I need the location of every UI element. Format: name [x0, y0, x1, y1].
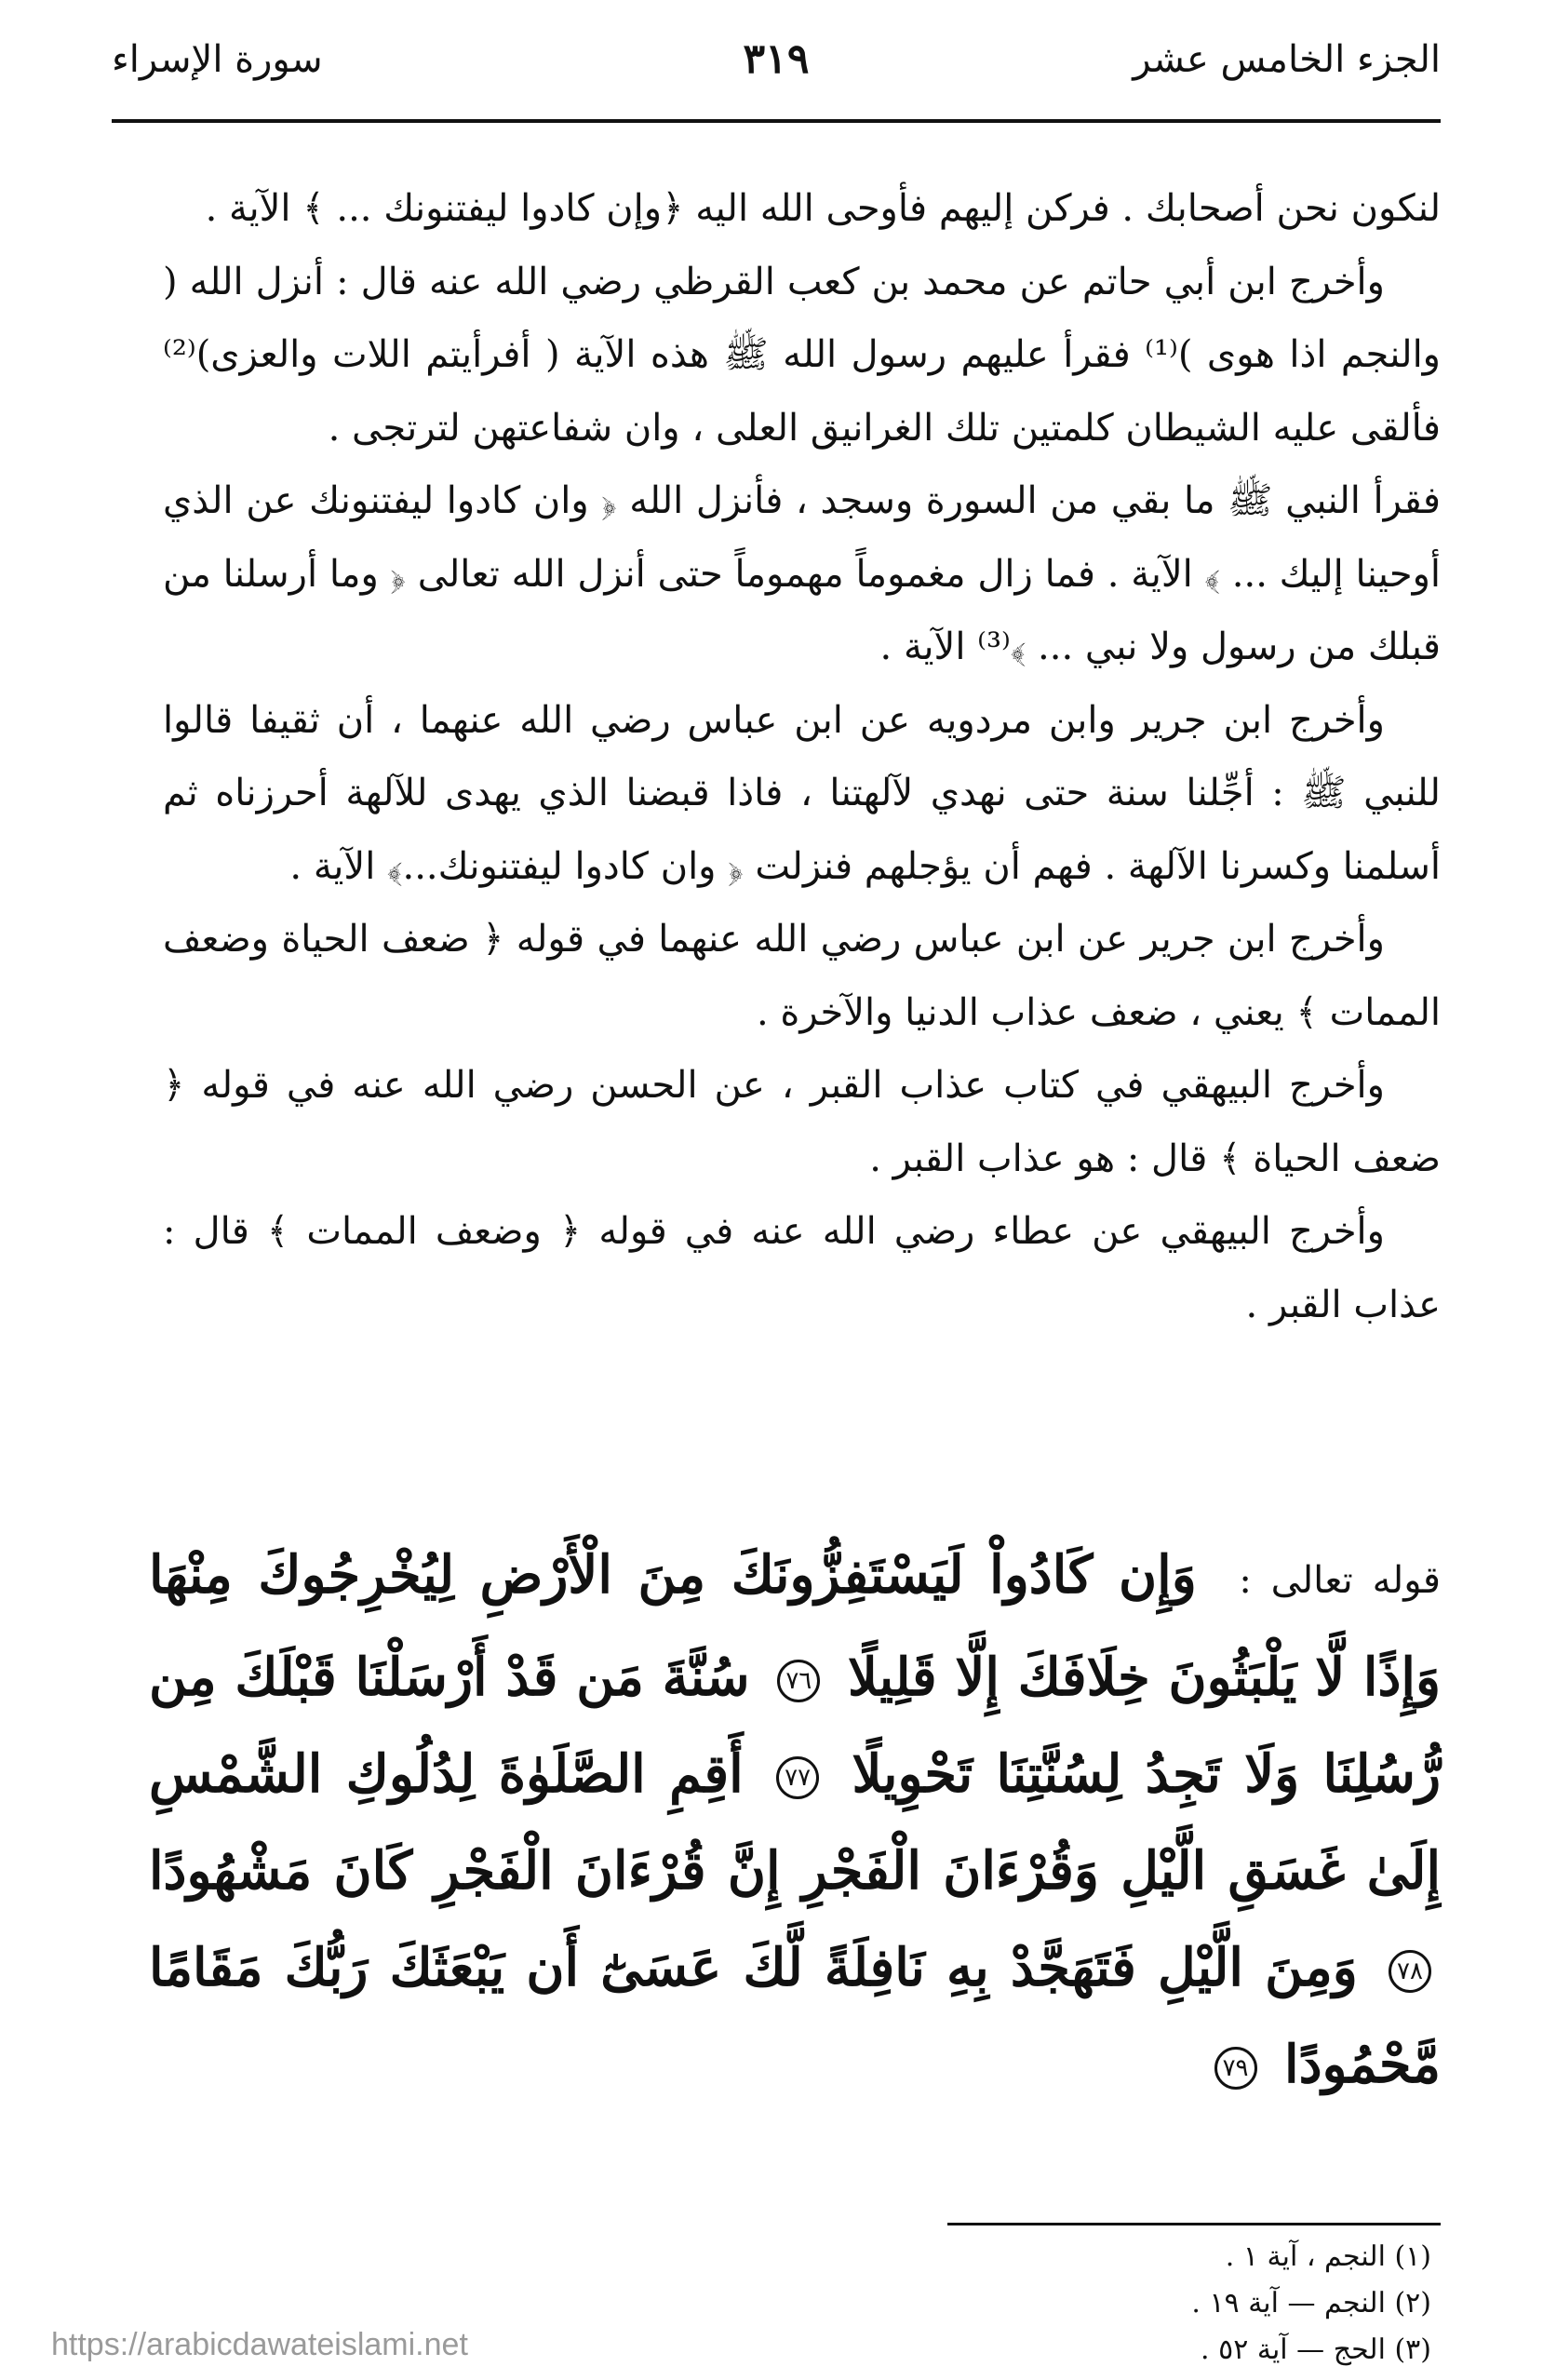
header-divider — [112, 119, 1441, 123]
paragraph: وأخرج ابن أبي حاتم عن محمد بن كعب القرظي رضي الله عنه قال : أنزل الله ( والنجم اذا هوى )⁽¹⁾ فقرأ عليهم رسول الله ﷺ هذه الآية ( أفرأيتم اللات والعزى)⁽²⁾ فألقى عليه الشيطان كلمتين تلك الغرانيق العلى ، وان شفاعتهن لترتجى . — [163, 260, 1441, 450]
footnote: (١) النجم ، آية ١ . — [1225, 2240, 1431, 2273]
paragraph: وأخرج ابن جرير عن ابن عباس رضي الله عنهما في قوله ﴿ ضعف الحياة وضعف الممات ﴾ يعني ، ضعف عذاب الدنيا والآخرة . — [163, 918, 1441, 1034]
paragraph: وأخرج البيهقي عن عطاء رضي الله عنه في قوله ﴿ وضعف الممات ﴾ قال : عذاب القبر . — [163, 1210, 1441, 1326]
ayah-number-mark: ٧٩ — [1214, 2047, 1257, 2090]
footnote: (٢) النجم — آية ١٩ . — [1191, 2287, 1431, 2319]
paragraph: فقرأ النبي ﷺ ما بقي من السورة وسجد ، فأنزل الله ﴿ وان كادوا ليفتنونك عن الذي أوحينا إليك ... ﴾ الآية . فما زال مغموماً مهموماً حتى أنزل الله تعالى ﴿ وما أرسلنا من قبلك من رسول ولا نبي ... ﴾⁽³⁾ الآية . — [163, 479, 1442, 668]
verse-text: وَإِن كَادُواْ لَيَسْتَفِزُّونَكَ مِنَ الْأَرْضِ لِيُخْرِجُوكَ مِنْهَا وَإِذًا لَّا يَلْبَثُونَ خِلَافَكَ إِلَّا قَلِيلًا — [149, 1544, 1441, 1708]
page-number: ٣١٩ — [743, 35, 810, 83]
verse-intro: قوله تعالى : — [1239, 1559, 1441, 1602]
footnote-divider — [947, 2223, 1441, 2225]
watermark-url: https://arabicdawateislami.net — [51, 2327, 468, 2362]
paragraph: لنكون نحن أصحابك . فركن إليهم فأوحى الله اليه ﴿وإن كادوا ليفتنونك ... ﴾ الآية . — [205, 187, 1441, 230]
page-header — [112, 28, 1441, 93]
paragraph: وأخرج ابن جرير وابن مردويه عن ابن عباس رضي الله عنهما ، أن ثقيفا قالوا للنبي ﷺ : أجِّلنا سنة حتى نهدي لآلهتنا ، فاذا قبضنا الذي يهدى للآلهة أحرزناه ثم أسلمنا وكسرنا الآلهة . فهم أن يؤجلهم فنزلت ﴿ وان كادوا ليفتنونك...﴾ الآية . — [163, 698, 1441, 888]
paragraph: وأخرج البيهقي في كتاب عذاب القبر ، عن الحسن رضي الله عنه في قوله ﴿ ضعف الحياة ﴾ قال : هو عذاب القبر . — [163, 1064, 1441, 1180]
juz-label: الجزء الخامس عشر — [1133, 38, 1441, 81]
ayah-number-mark: ٧٦ — [777, 1660, 820, 1702]
ayah-number-mark: ٧٧ — [776, 1756, 819, 1799]
ayah-number-mark: ٧٨ — [1389, 1950, 1431, 1993]
verse-text: أَقِمِ الصَّلَوٰةَ لِدُلُوكِ الشَّمْسِ إِلَىٰ غَسَقِ الَّيْلِ وَقُرْءَانَ الْفَجْرِ إِنَّ قُرْءَانَ الْفَجْرِ كَانَ مَشْهُودًا — [149, 1743, 1441, 1902]
footnotes — [1191, 2234, 1431, 2373]
verse-text: سُنَّةَ مَن قَدْ أَرْسَلْنَا قَبْلَكَ مِن رُّسُلِنَا وَلَا تَجِدُ لِسُنَّتِنَا تَحْوِيلًا — [149, 1647, 1442, 1805]
surah-label: سورة الإسراء — [112, 38, 323, 81]
quran-verses — [149, 1526, 1441, 2113]
verse-text: وَمِنَ الَّيْلِ فَتَهَجَّدْ بِهِ نَافِلَةً لَّكَ عَسَىٰٓ أَن يَبْعَثَكَ رَبُّكَ مَقَامًا مَّحْمُودًا — [149, 1937, 1441, 2095]
footnote: (٣) الحج — آية ٥٢ . — [1201, 2333, 1431, 2366]
commentary-text — [163, 172, 1441, 1341]
